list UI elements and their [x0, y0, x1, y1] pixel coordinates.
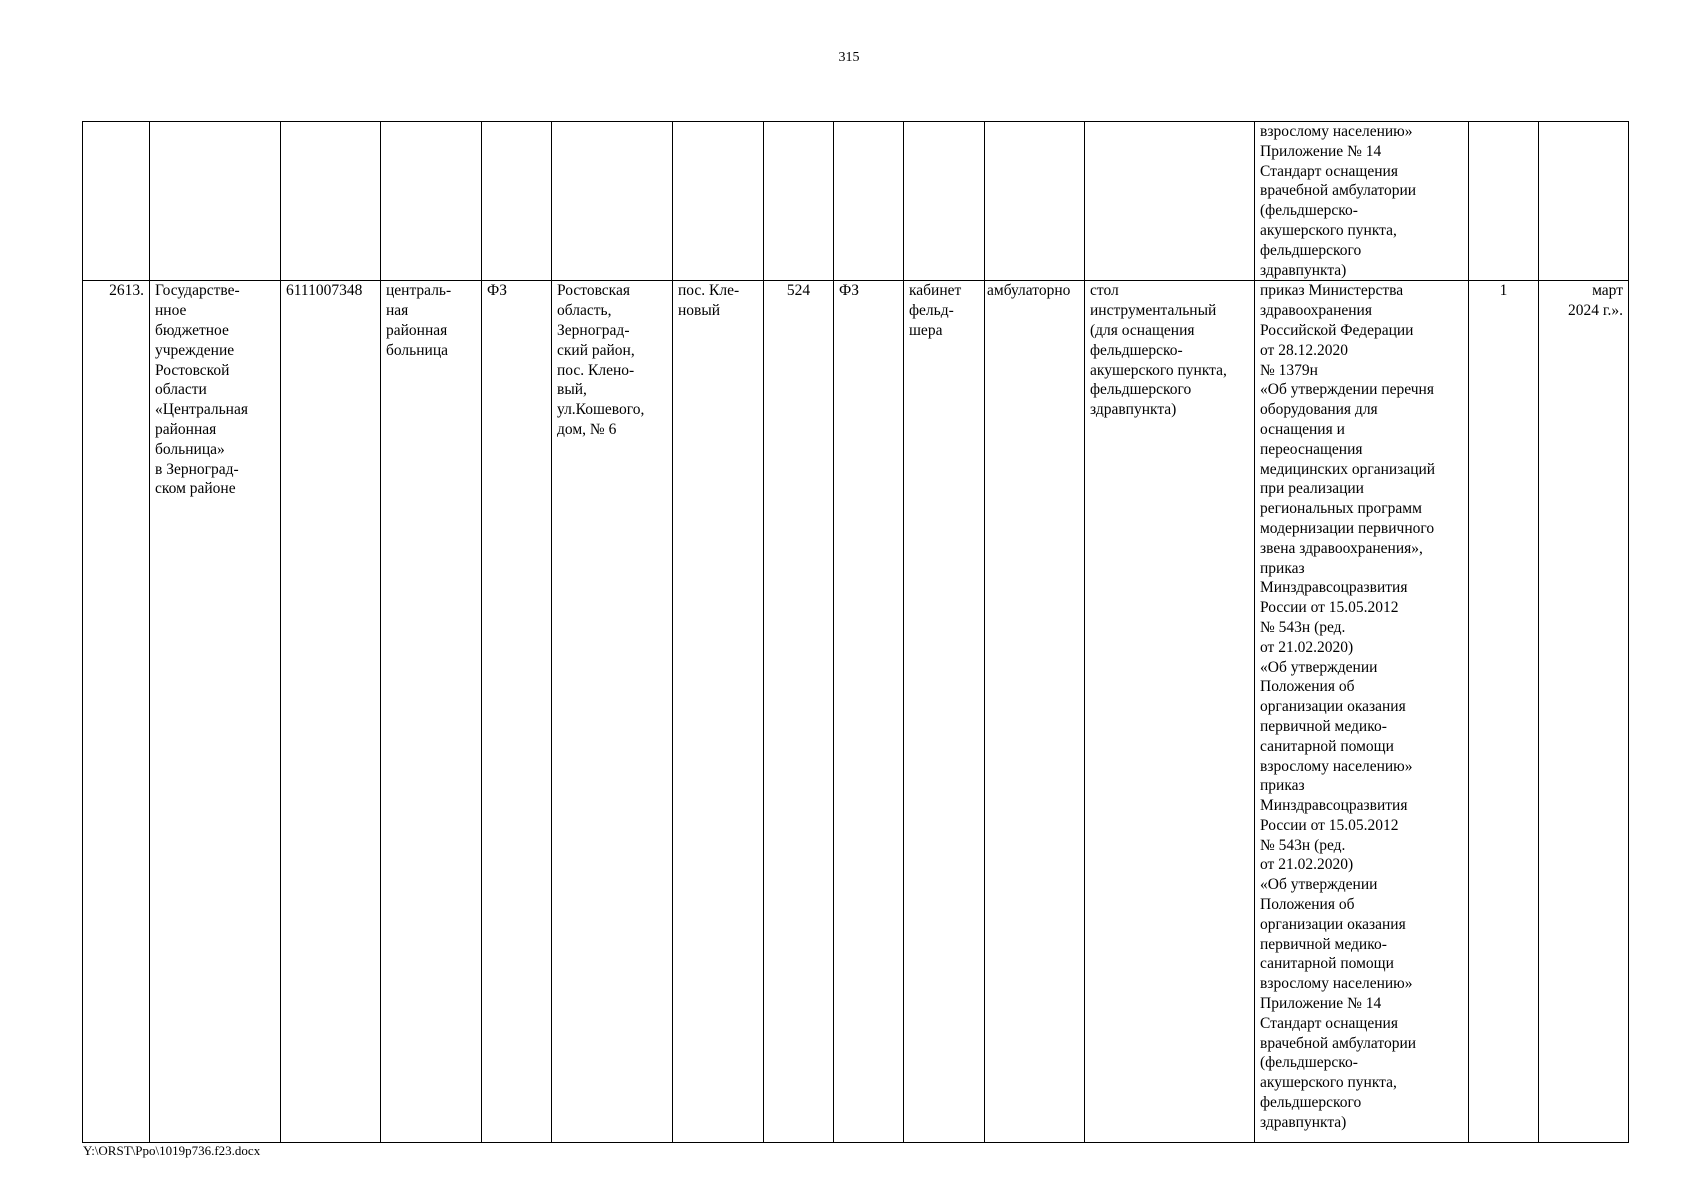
text-line: приказ: [1260, 559, 1305, 577]
text-line: модернизации первичного: [1260, 519, 1435, 537]
footer-file-path: Y:\ORST\Ppo\1019p736.f23.docx: [83, 1143, 261, 1158]
text-line: от 28.12.2020: [1260, 341, 1348, 359]
equipment-table: [82, 121, 1629, 1143]
text-line: (фельдшерско-: [1260, 1054, 1358, 1072]
empty-cell: [1469, 122, 1539, 281]
text-line: взрослому населению»: [1260, 757, 1413, 775]
text-line: стол: [1090, 282, 1119, 300]
empty-cell: [834, 122, 904, 281]
text-line: Ростовской: [155, 361, 230, 379]
text-line: шера: [909, 321, 943, 339]
text-line: оснащения и: [1260, 420, 1345, 438]
empty-cell: [381, 122, 482, 281]
text-line: организации оказания: [1260, 698, 1406, 716]
basis-cell: [1255, 281, 1469, 1143]
room: [904, 281, 985, 1143]
text-line: первичной медико-: [1260, 935, 1387, 953]
text-line: ная: [386, 302, 409, 320]
empty-cell: [985, 122, 1085, 281]
empty-cell: [482, 122, 552, 281]
text-line: Стандарт оснащения: [1260, 162, 1398, 180]
text-line: России от 15.05.2012: [1260, 599, 1399, 617]
text-line: инструментальный: [1090, 302, 1217, 320]
text-line: взрослому населению»: [1260, 975, 1413, 993]
text-line: санитарной помощи: [1260, 955, 1394, 973]
text-line: врачебной амбулатории: [1260, 1034, 1417, 1052]
text-line: оборудования для: [1260, 401, 1378, 419]
text-line: бюджетное: [155, 321, 229, 339]
deadline: [1539, 281, 1629, 1143]
unit-type: ФЗ: [834, 281, 904, 1143]
organization-name: [150, 281, 281, 1143]
text-line: организации оказания: [1260, 915, 1406, 933]
inn: 6111007348: [281, 281, 381, 1143]
empty-cell: [150, 122, 281, 281]
quantity: 1: [1469, 281, 1539, 1143]
text-line: фельдшерского: [1090, 381, 1192, 399]
basis-cell: [1255, 122, 1469, 281]
text-line: (для оснащения: [1090, 321, 1195, 339]
text-line: «Об утверждении: [1260, 658, 1378, 676]
empty-cell: [281, 122, 381, 281]
text-line: акушерского пункта,: [1090, 361, 1227, 379]
text-line: централь-: [386, 282, 452, 300]
text-line: пос. Кле-: [678, 282, 740, 300]
text-line: пос. Клено-: [557, 361, 635, 379]
text-line: новый: [678, 302, 721, 320]
text-line: Ростовская: [557, 282, 630, 300]
text-line: «Об утверждении: [1260, 876, 1378, 894]
text-line: Государстве-: [155, 282, 240, 300]
empty-cell: [673, 122, 764, 281]
text-line: Минздравсоцразвития: [1260, 797, 1408, 815]
text-line: приказ Министерства: [1260, 282, 1404, 300]
empty-cell: [1539, 122, 1629, 281]
text-line: взрослому населению»: [1260, 123, 1413, 140]
text-line: приказ: [1260, 777, 1305, 795]
unit-code: ФЗ: [482, 281, 552, 1143]
text-line: области: [155, 381, 207, 399]
text-line: здравоохранения: [1260, 302, 1372, 320]
text-line: фельд-: [909, 302, 954, 320]
text-line: Положения об: [1260, 896, 1355, 914]
text-line: санитарной помощи: [1260, 737, 1394, 755]
text-line: от 21.02.2020): [1260, 856, 1354, 874]
text-line: в Зерноград-: [155, 460, 239, 478]
text-line: переоснащения: [1260, 440, 1363, 458]
text-line: акушерского пункта,: [1260, 1074, 1397, 1092]
text-line: фельдшерско-: [1090, 341, 1183, 359]
text-line: больница: [386, 341, 448, 359]
text-line: ул.Кошевого,: [557, 401, 645, 419]
text-line: Стандарт оснащения: [1260, 1014, 1398, 1032]
organization-type: [381, 281, 482, 1143]
equipment: [1085, 281, 1255, 1143]
table-row: [83, 281, 1629, 1143]
text-line: № 543н (ред.: [1260, 836, 1346, 854]
text-line: «Центральная: [155, 401, 248, 419]
text-line: Зерноград-: [557, 321, 630, 339]
text-line: Приложение № 14: [1260, 142, 1382, 160]
text-line: март: [1592, 282, 1623, 300]
text-line: вый,: [557, 381, 587, 399]
text-line: здравпункта): [1260, 1113, 1347, 1131]
text-line: (фельдшерско-: [1260, 202, 1358, 220]
text-line: районная: [155, 420, 217, 438]
text-line: здравпункта): [1090, 401, 1177, 419]
text-line: Приложение № 14: [1260, 995, 1382, 1013]
text-line: Положения об: [1260, 678, 1355, 696]
continuation-row: [83, 122, 1629, 281]
text-line: ский район,: [557, 341, 635, 359]
empty-cell: [764, 122, 834, 281]
text-line: кабинет: [909, 282, 962, 300]
text-line: учреждение: [155, 341, 235, 359]
empty-cell: [1085, 122, 1255, 281]
text-line: врачебной амбулатории: [1260, 182, 1417, 200]
page-number: 315: [838, 50, 860, 65]
text-line: ском районе: [155, 480, 236, 498]
row-number: 2613.: [83, 281, 150, 1143]
text-line: область,: [557, 302, 612, 320]
text-line: № 1379н: [1260, 361, 1318, 379]
text-line: России от 15.05.2012: [1260, 816, 1399, 834]
text-line: дом, № 6: [557, 420, 617, 438]
text-line: № 543н (ред.: [1260, 618, 1346, 636]
code: 524: [764, 281, 834, 1143]
text-line: здравпункта): [1260, 261, 1347, 279]
text-line: фельдшерского: [1260, 241, 1362, 259]
text-line: больница»: [155, 440, 225, 458]
address: [552, 281, 673, 1143]
text-line: при реализации: [1260, 480, 1364, 498]
text-line: 2024 г.».: [1568, 302, 1623, 320]
text-line: акушерского пункта,: [1260, 221, 1397, 239]
care-type: амбулаторно: [985, 281, 1085, 1143]
text-line: Российской Федерации: [1260, 321, 1414, 339]
text-line: региональных программ: [1260, 500, 1422, 518]
text-line: нное: [155, 302, 187, 320]
text-line: звена здравоохранения»,: [1260, 539, 1423, 557]
empty-cell: [552, 122, 673, 281]
empty-cell: [904, 122, 985, 281]
text-line: медицинских организаций: [1260, 460, 1436, 478]
empty-cell: [83, 122, 150, 281]
text-line: районная: [386, 321, 448, 339]
text-line: Минздравсоцразвития: [1260, 579, 1408, 597]
text-line: от 21.02.2020): [1260, 638, 1354, 656]
settlement: [673, 281, 764, 1143]
text-line: «Об утверждении перечня: [1260, 381, 1434, 399]
text-line: первичной медико-: [1260, 717, 1387, 735]
text-line: фельдшерского: [1260, 1094, 1362, 1112]
